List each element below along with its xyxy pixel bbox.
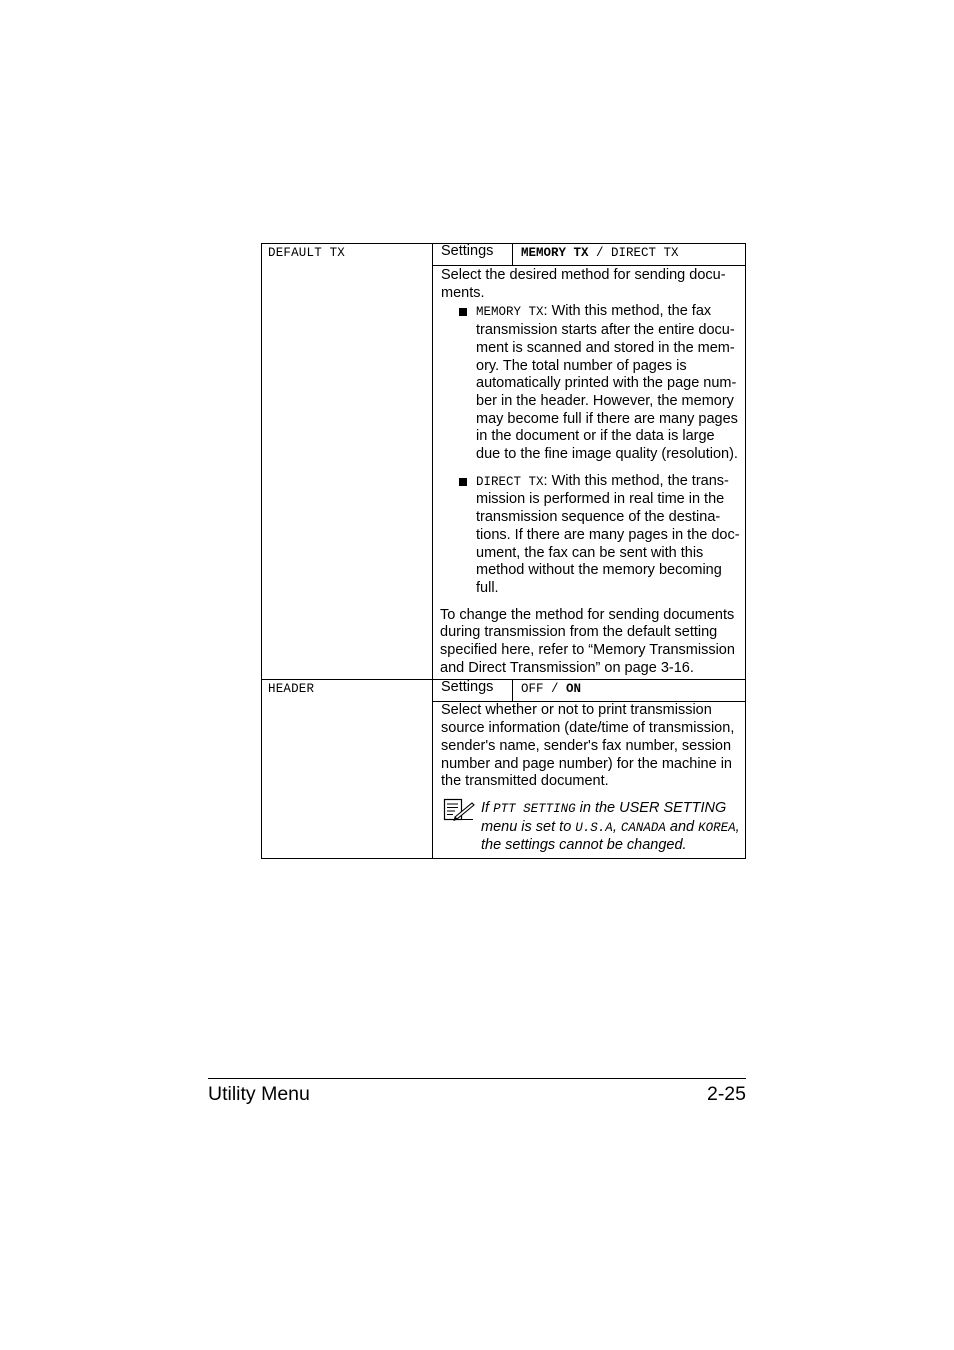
page-number: 2-25 (706, 1083, 746, 1105)
default-option: MEMORY TX (521, 246, 589, 260)
settings-options (513, 680, 581, 701)
page-footer (208, 1078, 746, 1106)
note (441, 800, 741, 858)
setting-description (433, 702, 745, 858)
setting-name: DEFAULT TX (262, 244, 433, 679)
option-code: MEMORY TX (476, 305, 544, 320)
outro-text: To change the method for sending documents during transmission from the default setting specified here, refer to “Memory Transmission and Direct Transmission” on page 3-16. (440, 606, 735, 676)
bullet-list (441, 303, 741, 597)
note-text: , (612, 818, 621, 835)
option: OFF (521, 682, 544, 697)
settings-line (433, 680, 745, 702)
intro-text: Select the desired method for sending docu-ments. (441, 267, 726, 301)
note-code: CANADA (620, 820, 666, 835)
bullet-text: : With this method, the trans-mission is performed in real time in the transmission sequence of the destina-tions. If there are many pages in the doc-ument, the fax can be sent with this method without the memory becoming full. (476, 472, 740, 596)
setting-details (433, 680, 745, 858)
bullet-text: : With this method, the fax transmission starts after the entire docu-ment is scanned and stored in the mem-ory. The total number of pages is automatically printed with the page num-ber in the header. However, the memory may become full if there are many pages in the document or if the data is large due to the fine image quality (resolution). (476, 303, 738, 463)
note-pencil-icon (443, 798, 475, 822)
setting-description (433, 266, 745, 679)
option: DIRECT TX (611, 246, 679, 260)
note-code: U.S.A (575, 820, 613, 835)
setting-details (433, 244, 745, 679)
note-text: If (481, 799, 494, 816)
note-code: KOREA (698, 820, 736, 835)
option-separator: / (543, 682, 567, 697)
settings-options (513, 244, 679, 265)
description-text: Select whether or not to print transmission source information (date/time of transmission, sender's name, sender's fax number, session number and page number) for the machine in the transmitted document. (441, 702, 735, 790)
option-code: DIRECT TX (476, 474, 544, 489)
list-item (441, 303, 741, 463)
note-text: , the settings cannot be changed. (481, 818, 740, 854)
section-title: Utility Menu (208, 1083, 310, 1105)
note-text: in the USER SETTING menu is set to (481, 799, 727, 835)
table-row (262, 679, 745, 858)
setting-name: HEADER (262, 680, 433, 858)
settings-label: Settings (433, 680, 513, 701)
default-option: ON (566, 682, 582, 697)
settings-label: Settings (433, 244, 513, 265)
settings-table (261, 243, 746, 859)
table-row (262, 244, 745, 679)
option-separator: / (588, 246, 612, 260)
list-item (441, 473, 741, 598)
note-text: and (665, 818, 699, 835)
settings-line (433, 244, 745, 266)
square-bullet-icon (459, 308, 467, 316)
square-bullet-icon (459, 478, 467, 486)
note-code: PTT SETTING (493, 801, 576, 816)
